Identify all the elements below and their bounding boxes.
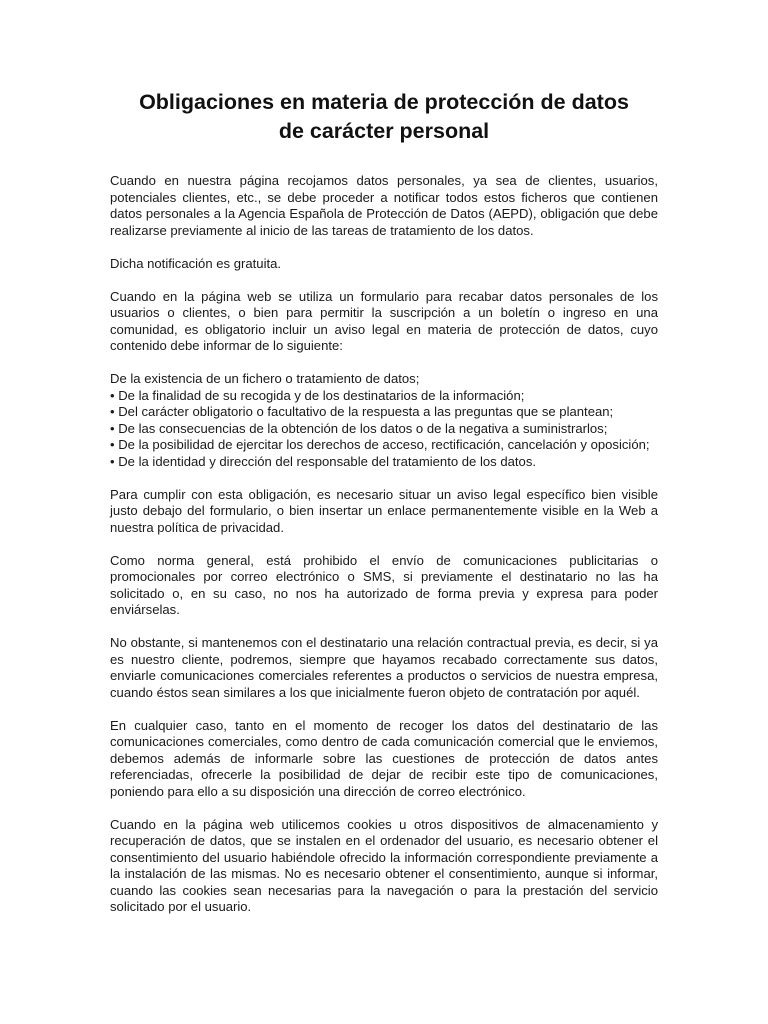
document-title — [110, 88, 658, 146]
list-item: • De las consecuencias de la obtención de los datos o de la negativa a suministrarlos; — [110, 420, 608, 436]
document-title-line-1: Obligaciones en materia de protección de datos — [139, 90, 629, 114]
paragraph-existing-client: No obstante, si mantenemos con el destinatario una relación contractual previa, es decir, si ya es nuestro cliente, podremos, siempre que hayamos recabado correctamente sus datos, enviarle comunicaciones comerciales referentes a productos o servicios de nuestra empresa, cuando éstos sean similares a los que inicialmente fueron objeto de contratación por aquél. — [110, 635, 658, 700]
paragraph-privacy-policy: Para cumplir con esta obligación, es necesario situar un aviso legal específico bien visible justo debajo del formulario, o bien insertar un enlace permanentemente visible en la Web a nuestra política de privacidad. — [110, 486, 658, 535]
paragraph-cookies: Cuando en la página web utilicemos cookies u otros dispositivos de almacenamiento y recuperación de datos, que se instalen en el ordenador del usuario, es necesario obtener el consentimiento del usuario habiéndole ofrecido la información correspondiente previamente a la instalación de las mismas. No es necesario obtener el consentimiento, aunque si informar, cuando las cookies sean necesarias para la navegación o para la prestación del servicio solicitado por el usuario. — [110, 816, 658, 914]
document-page — [110, 88, 658, 932]
list-item: • Del carácter obligatorio o facultativo de la respuesta a las preguntas que se plantean; — [110, 404, 614, 419]
list-item: De la existencia de un fichero o tratamiento de datos; — [110, 371, 420, 386]
list-item: • De la identidad y dirección del responsable del tratamiento de los datos. — [110, 453, 537, 469]
list-item: • De la posibilidad de ejercitar los derechos de acceso, rectificación, cancelación y oposición; — [110, 437, 650, 452]
paragraph-aepd-notification: Cuando en nuestra página recojamos datos personales, ya sea de clientes, usuarios, potenciales clientes, etc., se debe proceder a notificar todos estos ficheros que contienen datos personales a la Agencia Española de Protección de Datos (AEPD), obligación que debe realizarse previamente al inicio de las tareas de tratamiento de los datos. — [110, 173, 658, 238]
list-item: • De la finalidad de su recogida y de los destinatarios de la información; — [110, 387, 525, 403]
paragraph-free-notification: Dicha notificación es gratuita. — [110, 255, 282, 271]
information-list — [110, 371, 658, 470]
paragraph-opt-out: En cualquier caso, tanto en el momento de recoger los datos del destinatario de las comunicaciones comerciales, como dentro de cada comunicación comercial que le enviemos, debemos además de informarle sobre las cuestiones de protección de datos antes referenciadas, ofrecerle la posibilidad de dejar de recibir este tipo de comunicaciones, poniendo para ello a su disposición una dirección de correo electrónico. — [110, 717, 658, 799]
paragraph-advertising-prohibition: Como norma general, está prohibido el envío de comunicaciones publicitarias o promocionales por correo electrónico o SMS, si previamente el destinatario no las ha solicitado o, en su caso, no nos ha autorizado de forma previa y expresa para poder enviárselas. — [110, 552, 658, 617]
paragraph-legal-notice-form: Cuando en la página web se utiliza un formulario para recabar datos personales de los usuarios o clientes, o bien para permitir la suscripción a un boletín o ingreso en una comunidad, es obligatorio incluir un aviso legal en materia de protección de datos, cuyo contenido debe informar de lo siguiente: — [110, 288, 658, 353]
document-title-line-2: de carácter personal — [278, 119, 490, 143]
